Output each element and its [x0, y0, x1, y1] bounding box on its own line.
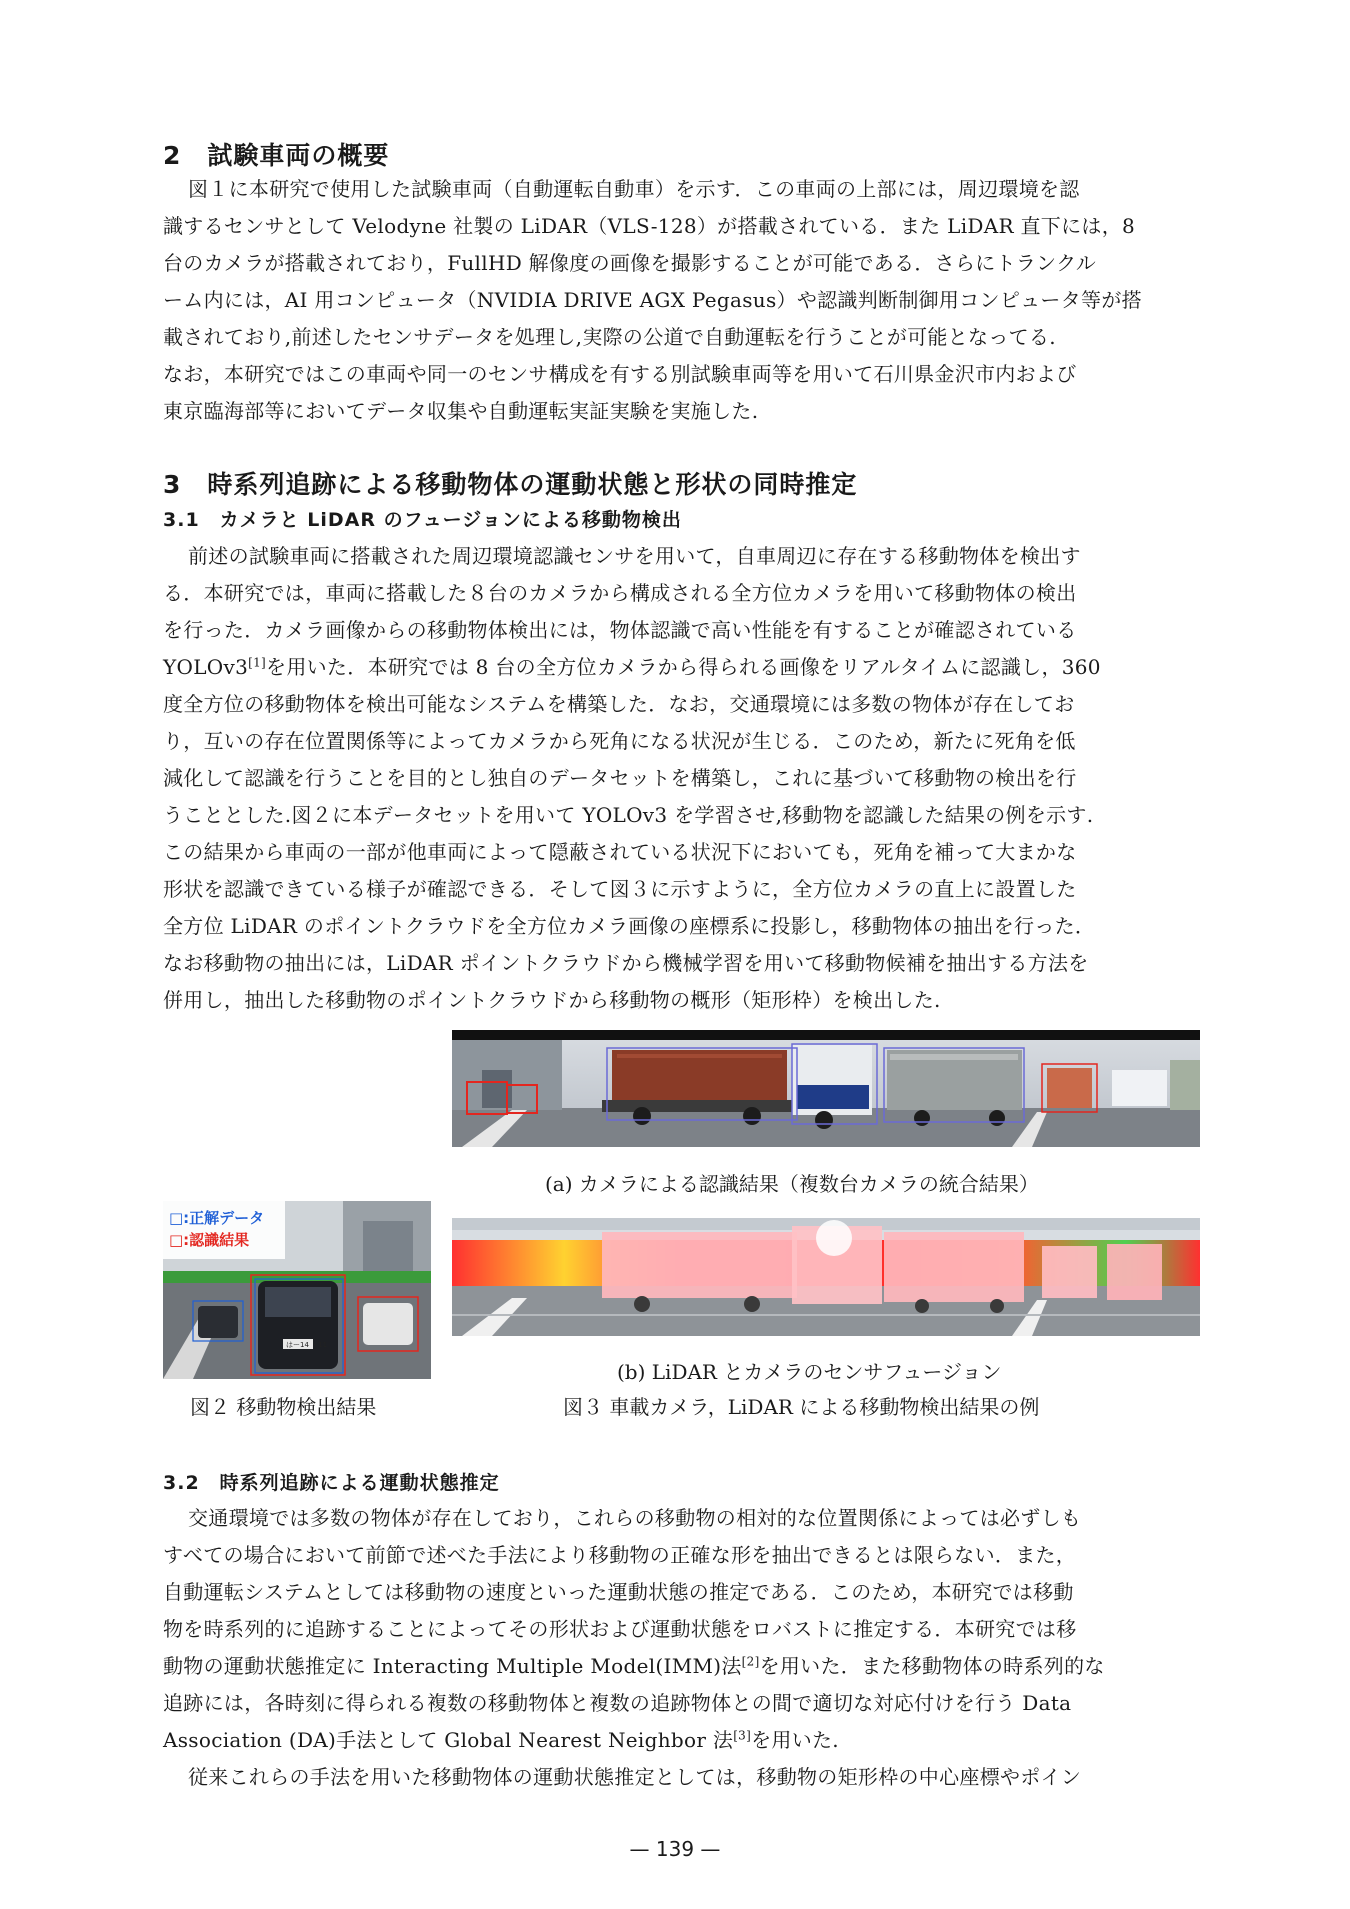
- subsection-3-1-title: 3.1 カメラと LiDAR のフュージョンによる移動物検出: [163, 509, 682, 531]
- imm-text: 動物の運動状態推定に Interacting Multiple Model(IMM)法: [163, 1654, 742, 1678]
- figure-3b-caption: (b) LiDAR とカメラのセンサフュージョン: [617, 1360, 1002, 1384]
- paragraph-line: すべての場合において前節で述べた手法により移動物の正確な形を抽出できるとは限らない．また，: [163, 1543, 1077, 1567]
- imm-rest-text: を用いた．また移動物体の時系列的な: [759, 1654, 1105, 1678]
- legend-ground-truth: □:正解データ: [169, 1209, 265, 1227]
- paragraph-line: なお移動物の抽出には，LiDAR ポイントクラウドから機械学習を用いて移動物候補を抽出する方法を: [163, 951, 1089, 975]
- paragraph-line: [163, 1726, 1193, 1754]
- paragraph-line: 併用し，抽出した移動物のポイントクラウドから移動物の概形（矩形枠）を検出した.: [163, 988, 941, 1012]
- paragraph-line: 図１に本研究で使用した試験車両（自動運転自動車）を示す．この車両の上部には，周辺環境を認: [188, 177, 1080, 201]
- figure-3a-caption: (a) カメラによる認識結果（複数台カメラの統合結果）: [545, 1172, 1039, 1196]
- yolo-rest-text: を用いた．本研究では 8 台の全方位カメラから得られる画像をリアルタイムに認識し，360: [266, 655, 1101, 679]
- paragraph-line: 前述の試験車両に搭載された周辺環境認識センサを用いて，自車周辺に存在する移動物体を検出す: [188, 544, 1081, 568]
- gnn-rest-text: を用いた.: [751, 1728, 839, 1752]
- license-plate-text: はー14 ・11: [286, 1341, 328, 1349]
- camera-panorama-image: [452, 1030, 1200, 1147]
- paragraph-line: 交通環境では多数の物体が存在しており，これらの移動物の相対的な位置関係によっては必ずしも: [188, 1506, 1082, 1530]
- paragraph-line: ーム内には，AI 用コンピュータ（NVIDIA DRIVE AGX Pegasus）や認識判断制御用コンピュータ等が搭: [163, 288, 1142, 312]
- citation-ref: [2]: [741, 1654, 760, 1669]
- lidar-fusion-image: [452, 1218, 1200, 1336]
- citation-ref: [1]: [248, 655, 267, 670]
- paragraph-line: 全方位 LiDAR のポイントクラウドを全方位カメラ画像の座標系に投影し，移動物体の抽出を行った．: [163, 914, 1096, 938]
- figure-3b-image: [452, 1218, 1200, 1336]
- section-3-title: 3 時系列追跡による移動物体の運動状態と形状の同時推定: [163, 470, 858, 499]
- paragraph-line: 載されており,前述したセンサデータを処理し,実際の公道で自動運転を行うことが可能となってる.: [163, 325, 1056, 349]
- paragraph-line: 識するセンサとして Velodyne 社製の LiDAR（VLS-128）が搭載されている．また LiDAR 直下には，8: [163, 214, 1136, 238]
- paragraph-line: 度全方位の移動物体を検出可能なシステムを構築した．なお，交通環境には多数の物体が存在してお: [163, 692, 1075, 716]
- detection-legend: [169, 1207, 264, 1251]
- paragraph-line: を行った．カメラ画像からの移動物体検出には，物体認識で高い性能を有することが確認されている: [163, 618, 1077, 642]
- gnn-text: Association (DA)手法として Global Nearest Neighbor 法: [163, 1728, 734, 1752]
- paragraph-line: 形状を認識できている様子が確認できる．そして図３に示すように，全方位カメラの直上に設置した: [163, 877, 1077, 901]
- paragraph-line: [163, 653, 1193, 681]
- paragraph-line: 従来これらの手法を用いた移動物体の運動状態推定としては，移動物の矩形枠の中心座標やポイン: [188, 1765, 1082, 1789]
- paragraph-line: る．本研究では，車両に搭載した８台のカメラから構成される全方位カメラを用いて移動物体の検出: [163, 581, 1077, 605]
- paragraph-line: 東京臨海部等においてデータ収集や自動運転実証実験を実施した.: [163, 399, 759, 423]
- paragraph-line: 自動運転システムとしては移動物の速度といった運動状態の推定である．このため，本研究では移動: [163, 1580, 1074, 1604]
- section-2-title: 2 試験車両の概要: [163, 141, 390, 170]
- figure-2-image: [163, 1201, 431, 1379]
- paragraph-line: り，互いの存在位置関係等によってカメラから死角になる状況が生じる．このため，新たに死角を低: [163, 729, 1076, 753]
- figure-3-caption: 図３ 車載カメラ，LiDAR による移動物検出結果の例: [563, 1395, 1040, 1419]
- paragraph-line: 追跡には，各時刻に得られる複数の移動物体と複数の追跡物体との間で適切な対応付けを行う Data: [163, 1691, 1072, 1715]
- paragraph-line: [163, 1652, 1193, 1680]
- yolo-text: YOLOv3: [163, 655, 249, 679]
- paragraph-line: 物を時系列的に追跡することによってその形状および運動状態をロバストに推定する．本研究では移: [163, 1617, 1077, 1641]
- paragraph-line: 減化して認識を行うことを目的とし独自のデータセットを構築し，これに基づいて移動物の検出を行: [163, 766, 1077, 790]
- paragraph-line: この結果から車両の一部が他車両によって隠蔽されている状況下においても，死角を補って大まかな: [163, 840, 1077, 864]
- page-number: — 139 —: [629, 1837, 721, 1861]
- figure-2-caption: 図２ 移動物検出結果: [190, 1395, 377, 1419]
- subsection-3-2-title: 3.2 時系列追跡による運動状態推定: [163, 1472, 500, 1494]
- paragraph-line: なお，本研究ではこの車両や同一のセンサ構成を有する別試験車両等を用いて石川県金沢市内および: [163, 362, 1077, 386]
- citation-ref: [3]: [733, 1728, 752, 1743]
- paragraph-line: 台のカメラが搭載されており，FullHD 解像度の画像を撮影することが可能である．さらにトランクル: [163, 251, 1097, 275]
- paragraph-line: うこととした.図２に本データセットを用いて YOLOv3 を学習させ,移動物を認識した結果の例を示す.: [163, 803, 1094, 827]
- legend-detection: □:認識結果: [169, 1231, 250, 1249]
- figure-3a-image: [452, 1030, 1200, 1147]
